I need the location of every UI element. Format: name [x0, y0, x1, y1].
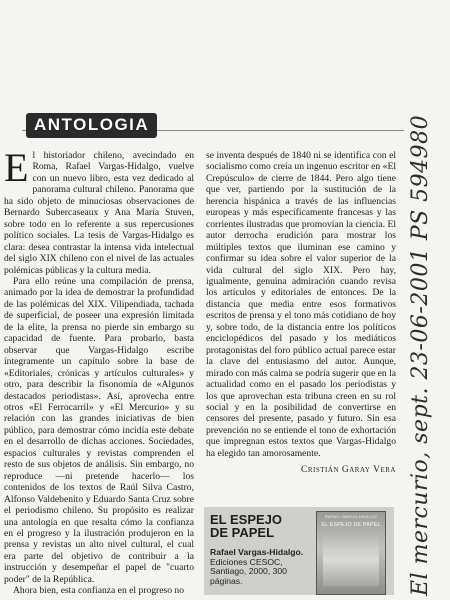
- drop-cap: E: [4, 145, 29, 190]
- book-publisher: Ediciones CESOC, Santiago, 2000, 300 páginas.: [210, 556, 287, 586]
- article-column-left: [4, 145, 194, 597]
- book-title: [210, 513, 282, 539]
- article-paragraph: [4, 145, 194, 276]
- handwritten-annotation: [408, 6, 448, 596]
- article-column-right: [206, 150, 396, 477]
- book-info-box: [204, 507, 394, 595]
- article-paragraph: Para ello reúne una compilación de prensa, animado por la idea de demostrar la profundidad de las polémicas del XIX. Vilipendiada, tachada de superficial, de poseer una expresión limitada de la elite, la prensa no pierde sin embargo su capacidad de fuente. Para probarlo, basta observar que Vargas-Hidalgo escribe íntegramente un capítulo sobre la base de «Editoriales, crónicas y artículos culturales» y otro, para describir la fisonomía de «Algunos destacados periodistas». Así, aprovecha entre otros «El Ferrocarril» y «El Mercurio» y su relación con las grandes iniciativas de bien público, para demostrar cómo incidía este debate en el desarrollo de dichas acciones. Sociedades, espacios culturales y revistas comprenden el resto de sus objetos de análisis. Sin embargo, no reproduce —ni pretende hacerlo— los contenidos de los textos de Raúl Silva Castro, Alfonso Valdebenito y Eduardo Santa Cruz sobre el periodismo chileno. Su propósito es realizar una antología en que resalta cómo la confianza en el progreso y la ilustración produjeron en la prensa y revistas un alto nivel cultural, el cual era parte del objetivo de contribuir a la instrucción y desempeñar el papel de "cuarto poder" de la República.: [4, 275, 194, 585]
- article-paragraph: se inventa después de 1840 ni se identifica con el socialismo como creía un ingenuo escritor en «El Crepúsculo» de cierre de 1844. Pero algo tiene que ver, partiendo por la sustitución de la herencia hispánica a través de las influencias europeas y más específicamente francesas y las corrientes ilustradas que promovían la ciencia. El autor derrocha erudición para mostrar los múltiples textos que iluminan ese camino y confirmar su idea sobre el valor superior de la vida cultural del siglo XIX. Pero hay, igualmente, genuina admiración cuando revisa los artículos y editoriales de entonces. De la distancia que media entre esos formativos escritos de prensa y el tono más cotidiano de hoy y, sobre todo, de la distancia entre los políticos enciclopédicos del pasado y los mediáticos protagonistas del foro público actual parece estar la clave del entusiasmo del autor. Aunque, mirado con más calma se podría sugerir que en la actualidad como en el pasado los periodistas y los que aprovechan esta tribuna creen en su rol social y en la posibilidad de convertirse en censores del presente, pasado y futuro. Sin esa prevención no se entiende el tono de exhortación que impregnan estos textos que Vargas-Hidalgo ha elegido tan amorosamente.: [206, 150, 396, 459]
- handwritten-note: El mercurio, sept. 23-06-2001 PS 594980: [408, 114, 433, 596]
- article-author: Cristián Garay Vera: [301, 465, 396, 476]
- book-author: Rafael Vargas-Hidalgo.: [210, 547, 304, 557]
- cover-title: EL ESPEJO DE PAPEL: [321, 522, 381, 528]
- section-title: ANTOLOGIA: [26, 113, 157, 138]
- book-cover-image: [316, 511, 386, 595]
- book-title-line: DE PAPEL: [210, 525, 275, 540]
- cover-author: RAFAEL VARGAS-HIDALGO: [325, 515, 377, 519]
- book-details: [210, 548, 310, 586]
- book-title-line: EL ESPEJO: [210, 512, 283, 527]
- paragraph-text: l historiador chileno, avecindado en Roma, Rafael Vargas-Hidalgo, vuelve con un nuevo libro, esta vez dedicado al panorama cultural chileno. Panorama que ha sido objeto de minuciosas observaciones de Bernardo Subercaseaux y Ana María Stuven, sobre todo en lo referente a sus repercusiones político sociales. La tesis de Vargas-Hidalgo es clara: desea contrastar la intensa vida intelectual del siglo XIX chileno con el nivel de las actuales polémicas públicas y la cultura media.: [4, 150, 194, 276]
- cover-artwork: [323, 534, 379, 586]
- article-paragraph: Ahora bien, esta confianza en el progreso no: [13, 585, 185, 597]
